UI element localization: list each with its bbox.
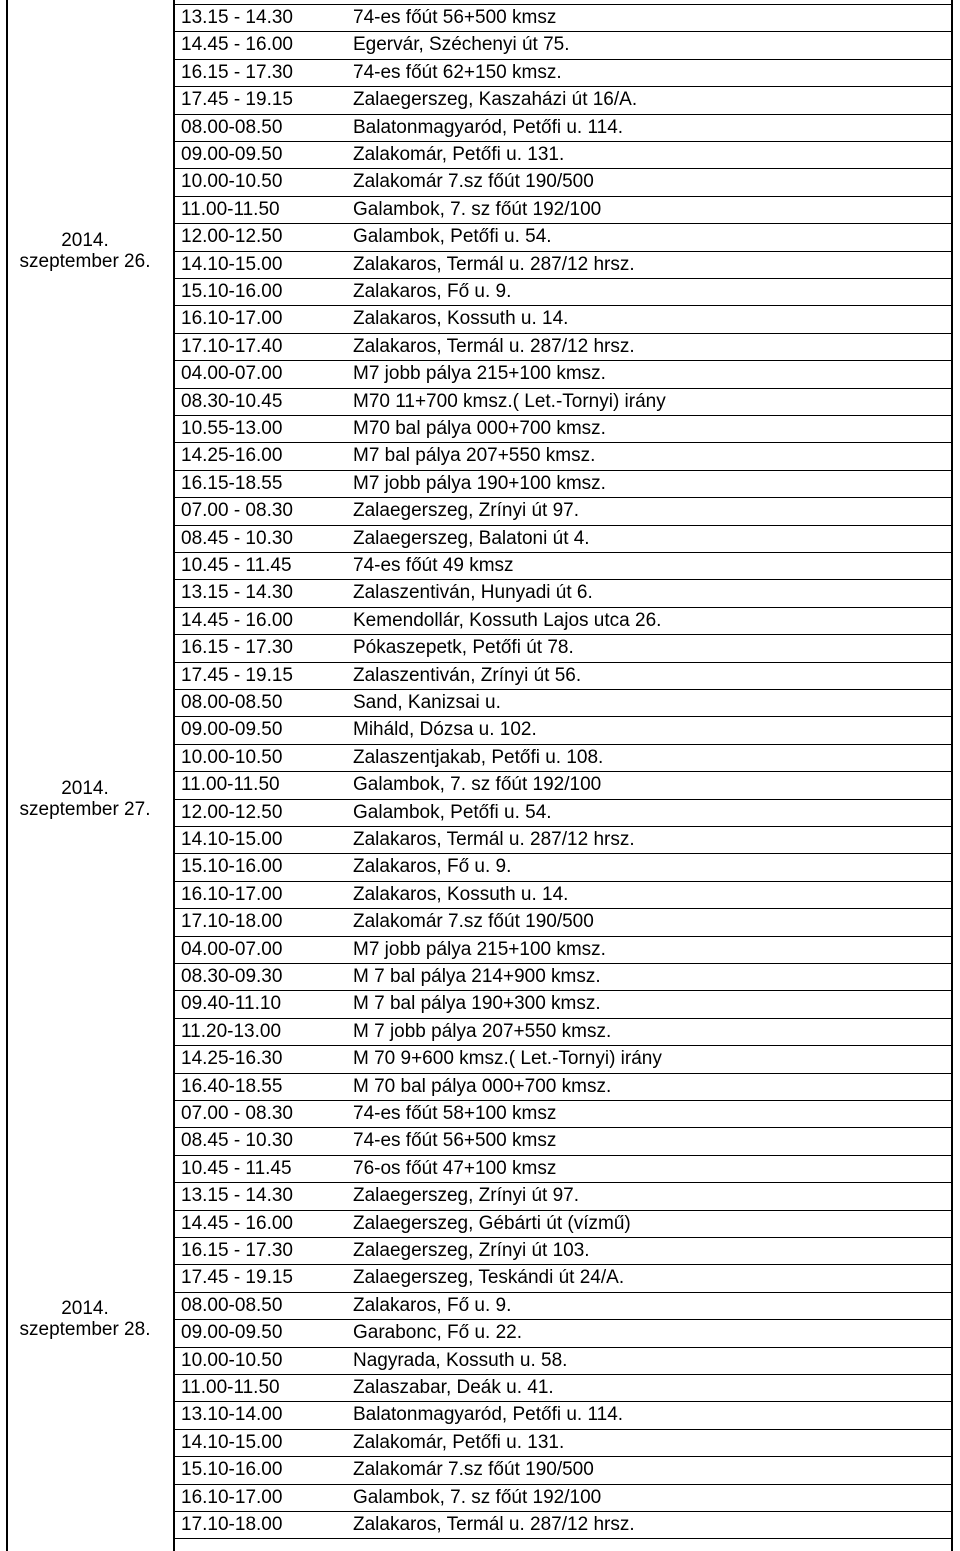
- row-divider: [173, 1538, 953, 1539]
- location-cell: Zalaegerszeg, Gébárti út (vízmű): [353, 1212, 631, 1234]
- time-cell: 08.00-08.50: [181, 1294, 283, 1316]
- time-cell: 14.25-16.30: [181, 1048, 283, 1070]
- location-cell: Zalaszentiván, Hunyadi út 6.: [353, 582, 593, 604]
- location-cell: Zalaegerszeg, Zrínyi út 97.: [353, 1185, 579, 1207]
- location-cell: Zalakomár, Petőfi u. 131.: [353, 144, 565, 165]
- time-cell: 07.00 - 08.30: [181, 500, 293, 522]
- location-cell: M7 jobb pálya 190+100 kmsz.: [353, 472, 606, 494]
- location-cell: M70 bal pálya 000+700 kmsz.: [353, 418, 606, 439]
- date-year: 2014.: [61, 1298, 109, 1320]
- row-divider: [173, 853, 953, 854]
- location-cell: M70 11+700 kmsz.( Let.-Tornyi) irány: [353, 390, 666, 412]
- location-cell: Zalakaros, Termál u. 287/12 hrsz.: [353, 829, 635, 850]
- row-divider: [173, 1292, 953, 1293]
- time-cell: 16.15 - 17.30: [181, 1240, 293, 1261]
- time-cell: 11.00-11.50: [181, 198, 280, 220]
- location-cell: Galambok, 7. sz főút 192/100: [353, 1486, 602, 1508]
- time-cell: 16.10-17.00: [181, 1486, 283, 1508]
- location-cell: Zalaegerszeg, Teskándi út 24/A.: [353, 1267, 625, 1289]
- time-cell: 17.45 - 19.15: [181, 1267, 293, 1289]
- time-cell: 04.00-07.00: [181, 363, 283, 385]
- location-cell: Zalakaros, Kossuth u. 14.: [353, 883, 569, 905]
- location-cell: Zalakomár 7.sz főút 190/500: [353, 911, 594, 933]
- time-cell: 10.00-10.50: [181, 746, 283, 768]
- location-cell: Zalaegerszeg, Balatoni út 4.: [353, 527, 590, 549]
- location-cell: Zalakomár, Petőfi u. 131.: [353, 1431, 565, 1453]
- time-cell: 09.40-11.10: [181, 993, 282, 1015]
- time-cell: 17.45 - 19.15: [181, 89, 293, 111]
- location-cell: Pókaszepetk, Petőfi út 78.: [353, 637, 574, 659]
- location-cell: 74-es főút 49 kmsz: [353, 555, 514, 576]
- location-cell: Galambok, Petőfi u. 54.: [353, 801, 552, 823]
- location-cell: 76-os főút 47+100 kmsz: [353, 1157, 557, 1179]
- date-cell: [0, 778, 170, 820]
- location-cell: Kemendollár, Kossuth Lajos utca 26.: [353, 609, 662, 631]
- location-cell: Zalakaros, Termál u. 287/12 hrsz.: [353, 253, 635, 275]
- time-cell: 08.30-10.45: [181, 390, 283, 412]
- time-cell: 10.00-10.50: [181, 1349, 283, 1371]
- location-cell: M7 jobb pálya 215+100 kmsz.: [353, 938, 606, 960]
- location-cell: Zalaszabar, Deák u. 41.: [353, 1377, 554, 1398]
- location-cell: M 70 bal pálya 000+700 kmsz.: [353, 1075, 612, 1097]
- row-divider: [173, 1374, 953, 1375]
- date-day: szeptember 27.: [19, 798, 151, 820]
- location-cell: M7 bal pálya 207+550 kmsz.: [353, 445, 596, 467]
- time-cell: 16.40-18.55: [181, 1075, 283, 1097]
- location-cell: Zalakaros, Termál u. 287/12 hrsz.: [353, 1514, 635, 1535]
- time-cell: 09.00-09.50: [181, 719, 283, 741]
- time-cell: 14.45 - 16.00: [181, 1212, 293, 1234]
- time-cell: 14.10-15.00: [181, 253, 283, 275]
- location-cell: Zalaegerszeg, Zrínyi út 97.: [353, 500, 579, 522]
- time-cell: 10.55-13.00: [181, 418, 283, 439]
- row-divider: [173, 223, 953, 224]
- time-cell: 17.10-18.00: [181, 1514, 283, 1535]
- time-cell: 08.00-08.50: [181, 692, 283, 713]
- date-cell: [0, 1298, 170, 1340]
- row-divider: [173, 689, 953, 690]
- date-cell: [0, 230, 170, 272]
- time-cell: 08.45 - 10.30: [181, 1130, 293, 1152]
- location-cell: Balatonmagyaród, Petőfi u. 114.: [353, 1404, 624, 1426]
- time-cell: 17.45 - 19.15: [181, 664, 293, 686]
- time-cell: 12.00-12.50: [181, 226, 283, 248]
- location-cell: Zalakaros, Termál u. 287/12 hrsz.: [353, 335, 635, 357]
- time-cell: 11.00-11.50: [181, 1377, 280, 1398]
- time-cell: 08.30-09.30: [181, 966, 283, 987]
- location-cell: 74-es főút 62+150 kmsz.: [353, 61, 562, 83]
- time-cell: 13.10-14.00: [181, 1404, 283, 1426]
- time-cell: 14.45 - 16.00: [181, 609, 293, 631]
- row-divider: [173, 716, 953, 717]
- time-cell: 14.10-15.00: [181, 1431, 283, 1453]
- location-cell: Egervár, Széchenyi út 75.: [353, 34, 570, 56]
- time-cell: 13.15 - 14.30: [181, 582, 293, 604]
- time-cell: 10.45 - 11.45: [181, 1157, 292, 1179]
- location-cell: Zalaegerszeg, Zrínyi út 103.: [353, 1240, 590, 1261]
- date-year: 2014.: [61, 229, 109, 251]
- row-divider: [173, 278, 953, 279]
- time-cell: 15.10-16.00: [181, 1459, 283, 1481]
- location-cell: Zalakaros, Fő u. 9.: [353, 856, 512, 878]
- time-cell: 07.00 - 08.30: [181, 1103, 293, 1124]
- location-cell: Galambok, 7. sz főút 192/100: [353, 198, 602, 220]
- time-cell: 09.00-09.50: [181, 144, 283, 165]
- time-cell: 16.15-18.55: [181, 472, 283, 494]
- time-cell: 11.20-13.00: [181, 1020, 282, 1042]
- time-cell: 15.10-16.00: [181, 856, 283, 878]
- location-cell: Galambok, 7. sz főút 192/100: [353, 774, 602, 796]
- time-cell: 16.10-17.00: [181, 308, 283, 330]
- location-cell: Nagyrada, Kossuth u. 58.: [353, 1349, 568, 1371]
- location-cell: Garabonc, Fő u. 22.: [353, 1322, 522, 1344]
- location-cell: Zalaszentiván, Zrínyi út 56.: [353, 664, 582, 686]
- location-cell: Galambok, Petőfi u. 54.: [353, 226, 552, 248]
- time-cell: 08.45 - 10.30: [181, 527, 293, 549]
- row-divider: [173, 799, 953, 800]
- time-cell: 04.00-07.00: [181, 938, 283, 960]
- location-cell: Balatonmagyaród, Petőfi u. 114.: [353, 116, 624, 138]
- location-cell: Zalaegerszeg, Kaszaházi út 16/A.: [353, 89, 638, 111]
- location-cell: Sand, Kanizsai u.: [353, 692, 501, 713]
- time-cell: 16.15 - 17.30: [181, 637, 293, 659]
- time-cell: 17.10-17.40: [181, 335, 283, 357]
- location-cell: 74-es főút 56+500 kmsz: [353, 1130, 557, 1152]
- location-cell: Zalakaros, Fő u. 9.: [353, 281, 512, 302]
- time-cell: 09.00-09.50: [181, 1322, 283, 1344]
- location-cell: Zalakomár 7.sz főút 190/500: [353, 1459, 594, 1481]
- date-day: szeptember 28.: [19, 1319, 151, 1341]
- location-cell: 74-es főút 58+100 kmsz: [353, 1103, 557, 1124]
- location-cell: M 7 bal pálya 214+900 kmsz.: [353, 966, 601, 987]
- time-cell: 12.00-12.50: [181, 801, 283, 823]
- date-day: szeptember 26.: [19, 250, 151, 272]
- time-cell: 13.15 - 14.30: [181, 1185, 293, 1207]
- location-cell: M 7 jobb pálya 207+550 kmsz.: [353, 1020, 612, 1042]
- time-cell: 10.45 - 11.45: [181, 555, 292, 576]
- location-cell: Zalakaros, Fő u. 9.: [353, 1294, 512, 1316]
- time-cell: 14.25-16.00: [181, 445, 283, 467]
- time-cell: 13.15 - 14.30: [181, 7, 293, 28]
- time-cell: 16.15 - 17.30: [181, 61, 293, 83]
- time-cell: 16.10-17.00: [181, 883, 283, 905]
- time-cell: 10.00-10.50: [181, 171, 283, 193]
- location-cell: Zalakomár 7.sz főút 190/500: [353, 171, 594, 193]
- location-cell: 74-es főút 56+500 kmsz: [353, 7, 557, 28]
- time-cell: 17.10-18.00: [181, 911, 283, 933]
- location-cell: Zalaszentjakab, Petőfi u. 108.: [353, 746, 604, 768]
- time-cell: 11.00-11.50: [181, 774, 280, 796]
- location-cell: Zalakaros, Kossuth u. 14.: [353, 308, 569, 330]
- location-cell: M 70 9+600 kmsz.( Let.-Tornyi) irány: [353, 1048, 662, 1070]
- location-cell: M 7 bal pálya 190+300 kmsz.: [353, 993, 601, 1015]
- time-cell: 08.00-08.50: [181, 116, 283, 138]
- time-cell: 14.10-15.00: [181, 829, 283, 850]
- row-divider: [173, 1319, 953, 1320]
- date-year: 2014.: [61, 777, 109, 799]
- location-cell: Miháld, Dózsa u. 102.: [353, 719, 537, 741]
- location-cell: M7 jobb pálya 215+100 kmsz.: [353, 363, 606, 385]
- time-cell: 14.45 - 16.00: [181, 34, 293, 56]
- time-cell: 15.10-16.00: [181, 281, 283, 302]
